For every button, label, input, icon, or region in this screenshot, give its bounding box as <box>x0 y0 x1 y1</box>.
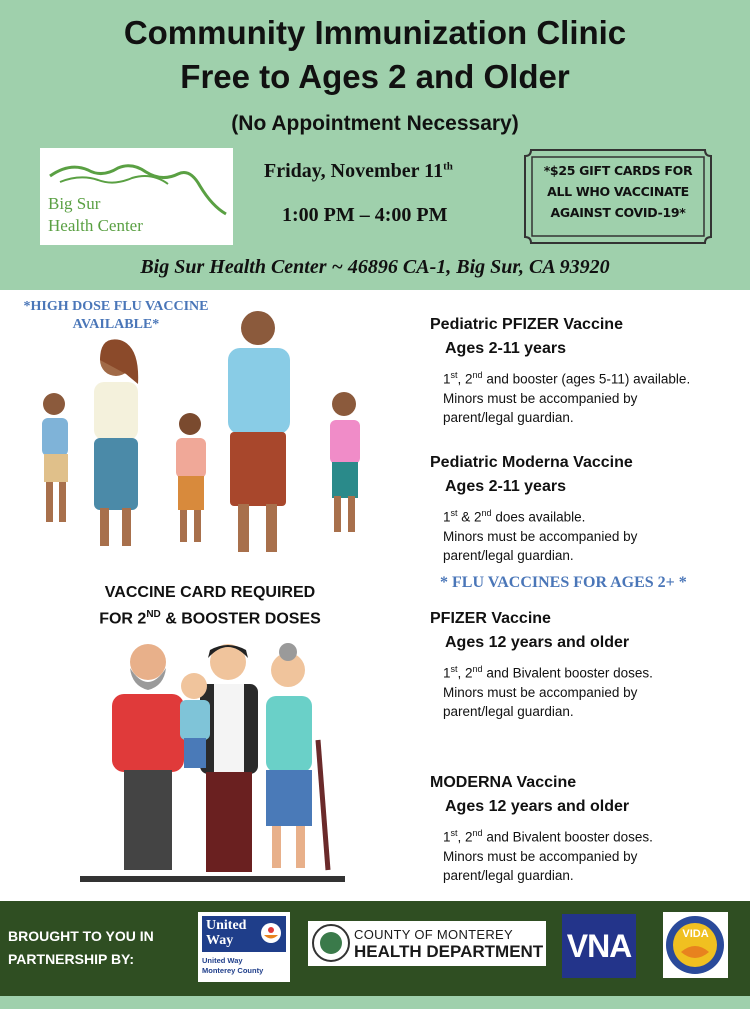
section-body-line-2: Minors must be accompanied by <box>443 684 638 700</box>
big-sur-health-center-logo <box>40 148 233 245</box>
vna-logo <box>562 914 636 978</box>
gift-card-badge <box>523 148 713 245</box>
section-body-line-2: Minors must be accompanied by <box>443 848 638 864</box>
united-way-badge <box>202 916 286 952</box>
section-ages: Ages 12 years and older <box>445 798 630 815</box>
father-figure-2 <box>200 644 258 872</box>
event-date <box>264 160 453 183</box>
section-body-line-1: 1st, 2nd and booster (ages 5-11) available. <box>443 370 691 387</box>
section-body-line-1: 1st & 2nd does available. <box>443 508 586 525</box>
county-health-department-logo <box>308 921 546 966</box>
vna-text: VNA <box>566 928 632 964</box>
event-date-text: Friday, November 11 <box>264 160 444 182</box>
flu-vaccines-all-ages-note: * FLU VACCINES FOR AGES 2+ * <box>440 574 687 591</box>
card-note-line-2 <box>60 604 360 630</box>
vida-text: VIDA <box>682 928 709 940</box>
section-title: MODERNA Vaccine <box>430 774 577 791</box>
section-body <box>443 504 750 565</box>
gift-line-3: AGAINST COVID-19* <box>550 205 686 220</box>
section-body <box>443 660 750 721</box>
moderna-section <box>430 774 750 885</box>
county-text-line-2: HEALTH DEPARTMENT <box>354 942 544 961</box>
section-body-line-1: 1st, 2nd and Bivalent booster doses. <box>443 664 653 681</box>
footer-bottom-bar <box>0 996 750 1009</box>
section-body <box>443 366 750 427</box>
section-body-line-2: Minors must be accompanied by <box>443 528 638 544</box>
section-body-line-1: 1st, 2nd and Bivalent booster doses. <box>443 828 653 845</box>
card-note-post: & BOOSTER DOSES <box>160 610 321 628</box>
child-figure <box>176 413 206 542</box>
section-ages: Ages 12 years and older <box>445 634 630 651</box>
section-body-line-3: parent/legal guardian. <box>443 867 574 883</box>
logo-text-line-2: Health Center <box>48 216 143 235</box>
title-line-2: Free to Ages 2 and Older <box>180 58 570 95</box>
title-line-1: Community Immunization Clinic <box>123 14 627 51</box>
logo-text-line-1: Big Sur <box>48 194 101 213</box>
flu-note-line-1: *HIGH DOSE FLU VACCINE <box>23 299 209 314</box>
section-title: Pediatric Moderna Vaccine <box>430 454 633 471</box>
card-note-sup: ND <box>146 609 161 620</box>
section-title: PFIZER Vaccine <box>430 610 551 627</box>
toddler-figure <box>180 673 210 768</box>
ground-line <box>80 876 345 882</box>
county-text-line-1: COUNTY OF MONTEREY <box>354 927 514 942</box>
section-body-line-3: parent/legal guardian. <box>443 547 574 563</box>
section-body-line-3: parent/legal guardian. <box>443 703 574 719</box>
section-ages: Ages 2-11 years <box>445 478 566 495</box>
united-way-logo <box>198 912 290 982</box>
partnership-line-1: BROUGHT TO YOU IN <box>8 928 154 944</box>
flu-note-line-2: AVAILABLE* <box>72 317 160 332</box>
section-ages: Ages 2-11 years <box>445 340 566 357</box>
header-banner <box>0 0 750 290</box>
event-date-suffix: th <box>443 160 453 173</box>
vida-circle-icon <box>663 912 728 978</box>
mother-figure <box>94 339 138 546</box>
grandmother-figure <box>266 643 328 870</box>
girl-figure <box>330 392 360 532</box>
vida-logo <box>663 912 728 978</box>
partnership-text <box>8 925 154 971</box>
family-walking-illustration <box>30 300 390 570</box>
card-note-pre: FOR 2 <box>99 610 147 628</box>
united-way-caption: United Way Monterey County <box>202 956 264 975</box>
event-location: Big Sur Health Center ~ 46896 CA-1, Big Sur, CA 93920 <box>140 256 610 278</box>
multigenerational-family-illustration <box>80 640 345 890</box>
event-time: 1:00 PM – 4:00 PM <box>282 204 448 226</box>
section-body-line-3: parent/legal guardian. <box>443 409 574 425</box>
grandfather-figure <box>112 644 184 870</box>
no-appointment-note: (No Appointment Necessary) <box>231 112 519 135</box>
father-figure <box>228 311 290 552</box>
united-way-hand-icon <box>260 922 282 944</box>
pediatric-pfizer-section <box>430 316 750 427</box>
partners-footer <box>0 901 750 1009</box>
section-body <box>443 824 750 885</box>
pediatric-moderna-section <box>430 454 750 565</box>
gift-card-text <box>539 160 697 223</box>
section-title: Pediatric PFIZER Vaccine <box>430 316 623 333</box>
vaccine-card-required-note <box>60 582 360 630</box>
section-body-line-2: Minors must be accompanied by <box>443 390 638 406</box>
county-seal-icon <box>311 923 351 963</box>
gift-line-1: *$25 GIFT CARDS FOR <box>543 163 693 178</box>
gift-line-2: ALL WHO VACCINATE <box>547 184 689 199</box>
boy-figure <box>42 393 68 522</box>
pfizer-section <box>430 610 750 721</box>
united-way-badge-text: United Way <box>206 918 247 948</box>
card-note-line-1: VACCINE CARD REQUIRED <box>104 584 316 601</box>
partnership-line-2: PARTNERSHIP BY: <box>8 951 135 967</box>
